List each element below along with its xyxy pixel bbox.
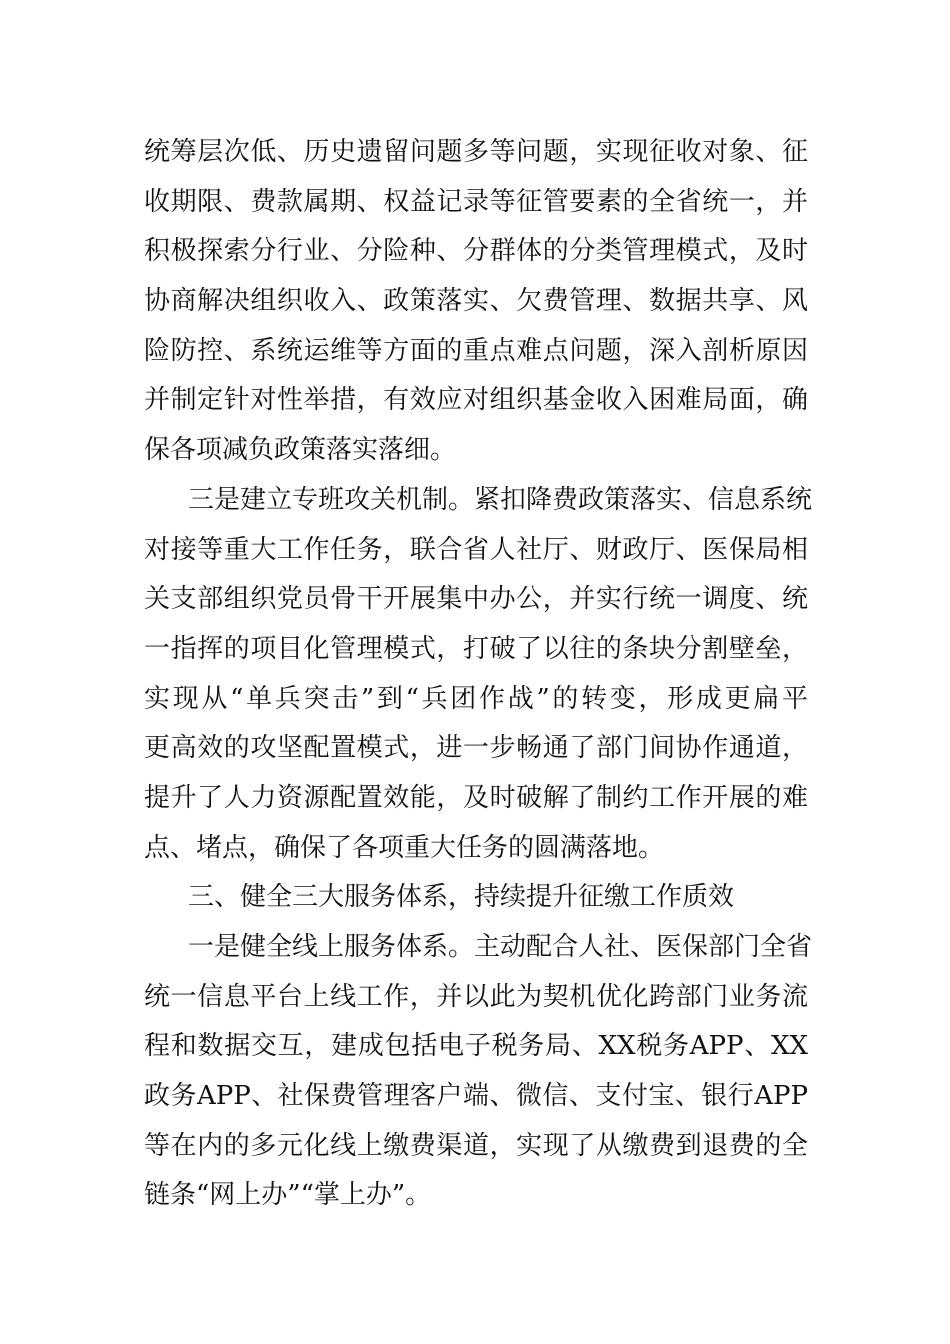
- text-line: 链条“网上办”“掌上办”。: [144, 1180, 432, 1211]
- text-line: 险防控、系统运维等方面的重点难点问题，深入剖析原因: [144, 335, 808, 366]
- section-heading: 三、健全三大服务体系，持续提升征缴工作质效: [188, 882, 735, 913]
- paragraph-first-line: 三是建立专班攻关机制。紧扣降费政策落实、信息系统: [188, 484, 813, 515]
- text-line: 保各项减负政策落实落细。: [144, 435, 457, 466]
- document-body: [144, 128, 813, 1221]
- text-line: 关支部组织党员骨干开展集中办公，并实行统一调度、统: [144, 584, 808, 615]
- text-line: 提升了人力资源配置效能，及时破解了制约工作开展的难: [144, 782, 808, 813]
- text-line: 程和数据交互，建成包括电子税务局、XX税务APP、XX: [144, 1031, 808, 1062]
- text-line: 积极探索分行业、分险种、分群体的分类管理模式，及时: [144, 236, 808, 267]
- text-line: 协商解决组织收入、政策落实、欠费管理、数据共享、风: [144, 286, 808, 317]
- text-line: 收期限、费款属期、权益记录等征管要素的全省统一，并: [144, 186, 808, 217]
- text-line: 统一信息平台上线工作，并以此为契机优化跨部门业务流: [144, 981, 808, 1012]
- paragraph-first-line: 一是健全线上服务体系。主动配合人社、医保部门全省: [188, 932, 813, 962]
- text-line: 实现从“单兵突击”到“兵团作战”的转变，形成更扁平: [144, 683, 808, 714]
- text-line: 对接等重大工作任务，联合省人社厅、财政厅、医保局相: [144, 534, 808, 565]
- text-line: 更高效的攻坚配置模式，进一步畅通了部门间协作通道，: [144, 733, 808, 764]
- text-line: 一指挥的项目化管理模式，打破了以往的条块分割壁垒，: [144, 633, 808, 664]
- text-line: 点、堵点，确保了各项重大任务的圆满落地。: [144, 832, 665, 863]
- text-line: 等在内的多元化线上缴费渠道，实现了从缴费到退费的全: [144, 1130, 808, 1161]
- text-line: 统筹层次低、历史遗留问题多等问题，实现征收对象、征: [144, 137, 808, 167]
- text-line: 并制定针对性举措，有效应对组织基金收入困难局面，确: [144, 385, 808, 416]
- text-line: 政务APP、社保费管理客户端、微信、支付宝、银行APP: [144, 1081, 808, 1112]
